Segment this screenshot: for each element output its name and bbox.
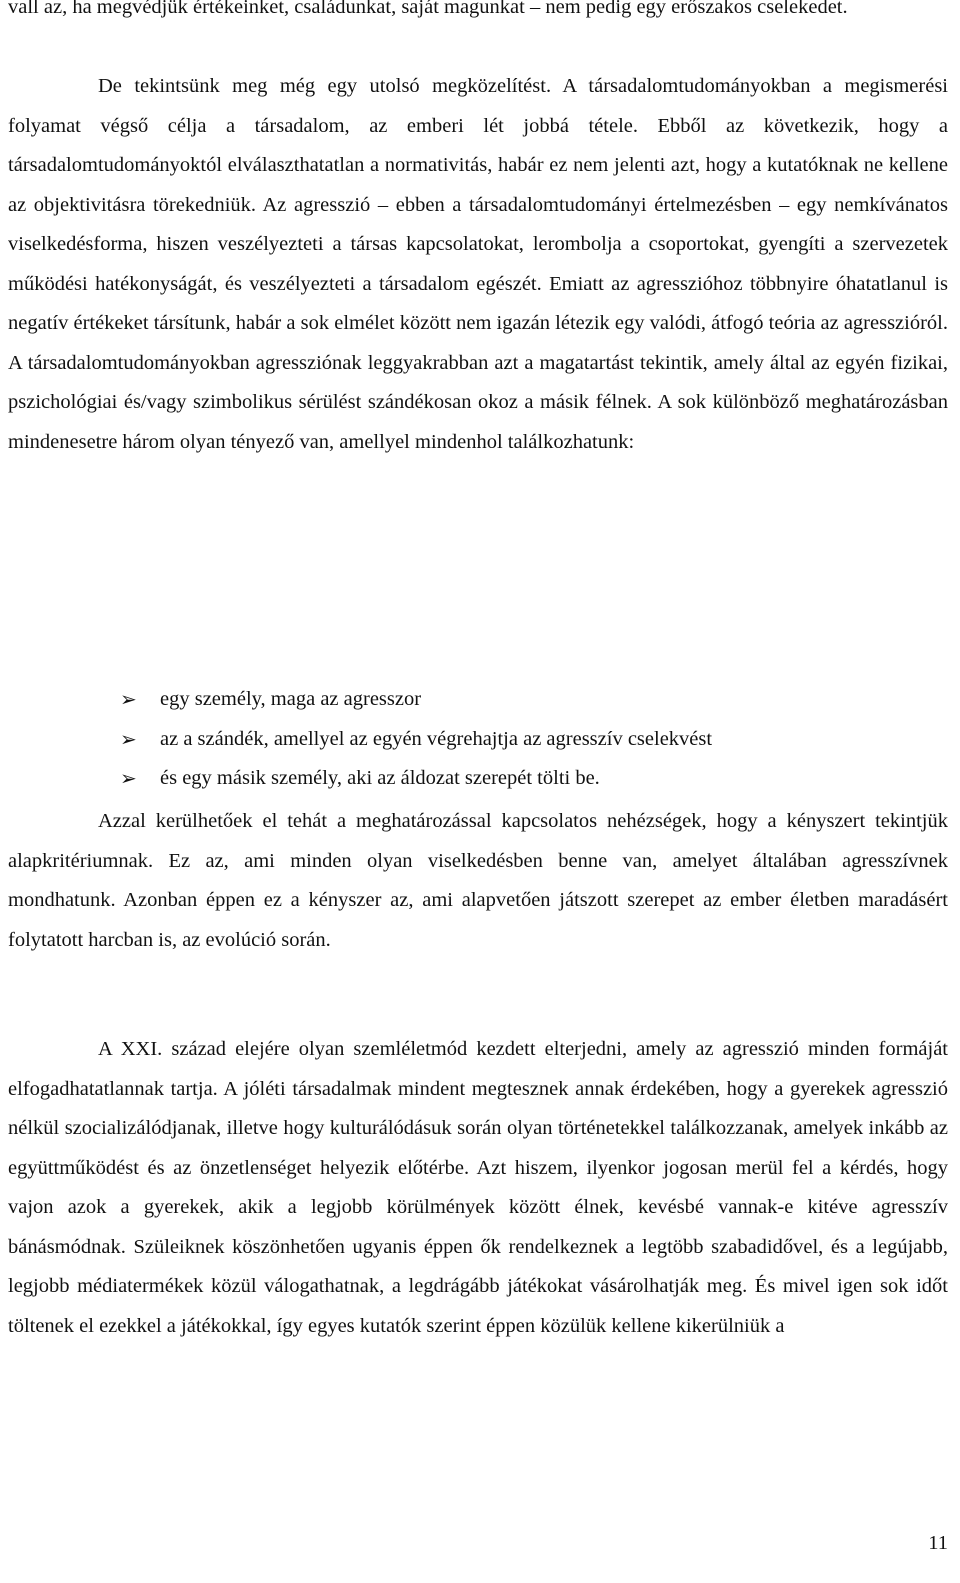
paragraph-1: vall az, ha megvédjük értékeinket, családunkat, saját magunkat – nem pedig egy erőszakos cselekedet. xyxy=(8,0,848,18)
list-item xyxy=(120,680,920,720)
arrow-bullet-icon: ➢ xyxy=(120,687,137,711)
page-number: 11 xyxy=(928,1532,948,1554)
list-item xyxy=(120,720,920,760)
arrow-bullet-icon: ➢ xyxy=(120,726,137,751)
list-item-text: egy személy, maga az agresszor xyxy=(160,688,422,710)
arrow-bullet-icon: ➢ xyxy=(120,766,137,790)
paragraph-4: A XXI. század elejére olyan szemléletmód kezdett elterjedni, amely az agresszió minden formáját elfogadhatatlannak tartja. A jóléti társadalmak mindent megtesznek annak érdekében, hogy a gyerekek agresszió nélkül szocializálódjanak, illetve hogy kulturálódásuk során olyan történetekkel találkozzanak, amelyek inkább az együttműködést és az önzetlenséget helyezik előtérbe. Azt hiszem, ilyenkor jogosan merül fel a kérdés, hogy vajon azok a gyerekek, akik a legjobb körülmények között élnek, kevésbé vannak-e kitéve agresszív bánásmódnak. Szüleiknek köszönhetően ugyanis éppen ők rendelkeznek a legtöbb szabadidővel, és a legújabb, legjobb médiatermékek közül válogathatnak, a legdrágább játékokat vásárolhatják meg. És mivel igen sok időt töltenek el ezekkel a játékokkal, így egyes kutatók szerint éppen közülük kellene kikerülniük a xyxy=(8,1038,948,1337)
paragraph-3: Azzal kerülhetőek el tehát a meghatározással kapcsolatos nehézségek, hogy a kényszert tekintjük alapkritériumnak. Ez az, ami minden olyan viselkedésben benne van, amelyet általában agresszívnek mondhatunk. Azonban éppen ez a kényszer az, ami alapvetően játszott szerepet az ember életben maradásért folytatott harcban is, az evolúció során. xyxy=(8,810,948,951)
list-item-text: és egy másik személy, aki az áldozat szerepét tölti be. xyxy=(160,767,600,789)
bullet-list xyxy=(120,680,920,799)
list-item-text: az a szándék, amellyel az egyén végrehajtja az agresszív cselekvést xyxy=(160,727,713,750)
paragraph-2: De tekintsünk meg még egy utolsó megközelítést. A társadalomtudományokban a megismerési folyamat végső célja a társadalom, az emberi lét jobbá tétele. Ebből az következik, hogy a társadalomtudományoktól elválaszthatatlan a normativitás, habár ez nem jelenti azt, hogy a kutatóknak ne kellene az objektivitásra törekedniük. Az agresszió – ebben a társadalomtudományi értelmezésben – egy nemkívánatos viselkedésforma, hiszen veszélyezteti a társas kapcsolatokat, lerombolja a csoportokat, gyengíti a szervezetek működési hatékonyságát, és veszélyezteti a társadalom egészét. Emiatt az agresszióhoz többnyire óhatatlanul is negatív értékeket társítunk, habár a sok elmélet között nem igazán létezik egy valódi, átfogó teória az agresszióról. A társadalomtudományokban agressziónak leggyakrabban azt a magatartást tekintik, amely által az egyén fizikai, pszichológiai és/vagy szimbolikus sérülést szándékosan okoz a másik félnek. A sok különböző meghatározásban mindenesetre három olyan tényező van, amellyel mindenhol találkozhatunk: xyxy=(8,75,948,453)
list-item xyxy=(120,759,920,799)
